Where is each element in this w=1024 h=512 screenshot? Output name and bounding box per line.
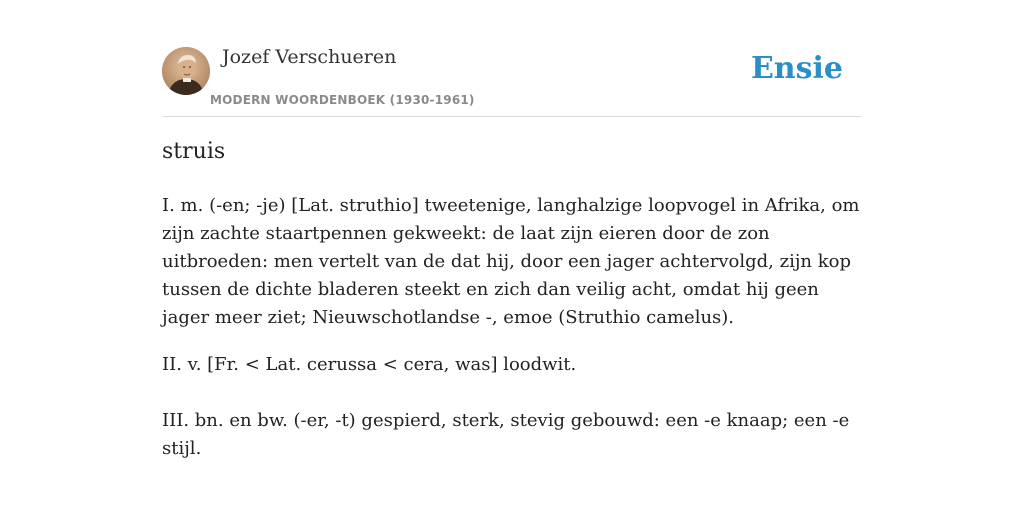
definition-1: I. m. (-en; -je) [Lat. struthio] tweetenige, langhalzige loopvogel in Afrika, om zijn zachte staartpennen gekweekt: de laat zijn eieren door de zon uitbroeden: men vertelt van de dat hij, door een jager achtervolgd, zijn kop tussen de dichte bladeren steekt en zich dan veilig acht, omdat hij geen jager meer ziet; Nieuwschotlandse -, emoe (Struthio camelus). [162, 195, 860, 328]
author-avatar[interactable] [162, 47, 210, 95]
brand-logo[interactable]: Ensie [750, 51, 843, 86]
entry-title: struis [162, 139, 226, 164]
entry-header [162, 44, 862, 117]
definition-2: II. v. [Fr. < Lat. cerussa < cera, was] loodwit. [162, 354, 577, 375]
author-portrait-icon [162, 47, 210, 95]
source-label[interactable]: MODERN WOORDENBOEK (1930-1961) [210, 93, 475, 107]
author-name[interactable]: Jozef Verschueren [222, 46, 397, 68]
definition-3: III. bn. en bw. (-er, -t) gespierd, sterk, stevig gebouwd: een -e knaap; een -e stijl. [162, 410, 850, 459]
